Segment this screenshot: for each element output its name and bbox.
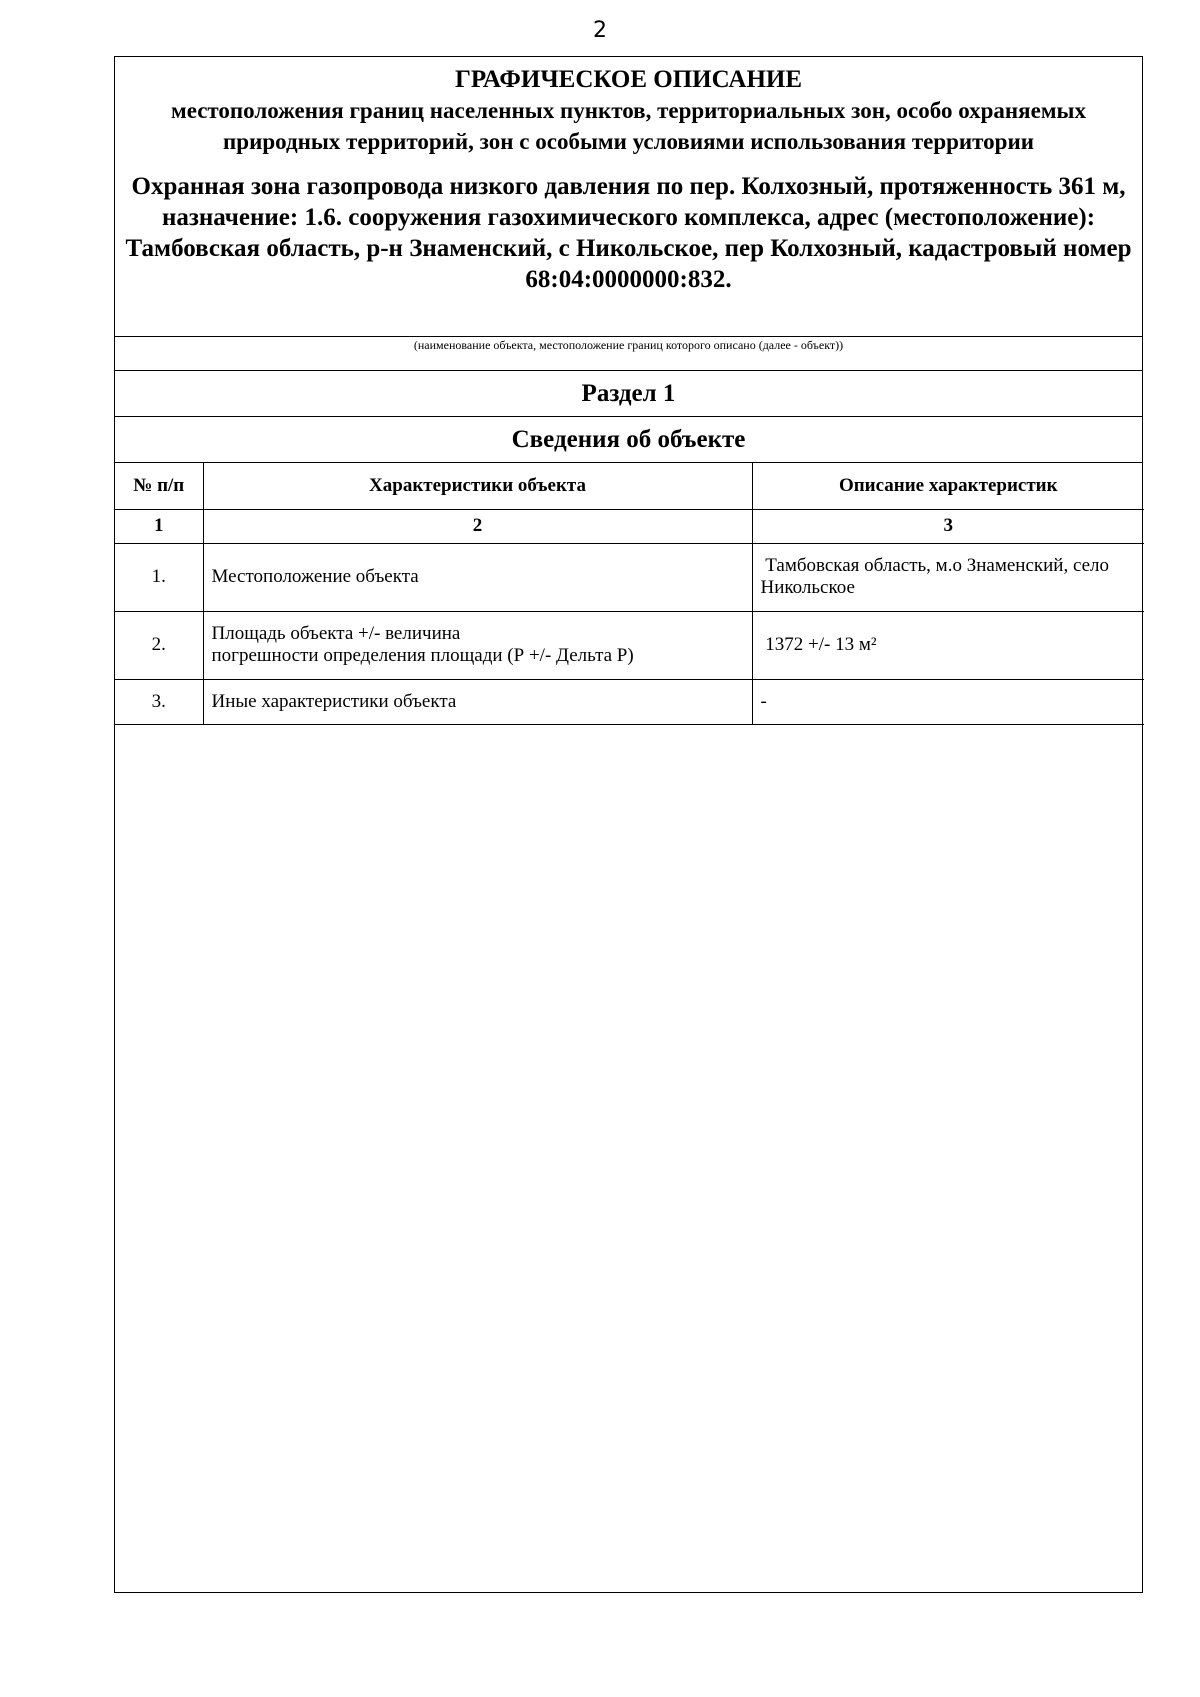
object-info-table — [115, 463, 1144, 725]
object-name-caption: (наименование объекта, местоположение границ которого описано (далее - объект)) — [115, 337, 1142, 371]
row-description — [752, 543, 1144, 611]
row-number: 2. — [115, 611, 203, 679]
page-number: 2 — [593, 18, 607, 43]
cell-line: Иные характеристики объекта — [211, 690, 457, 712]
column-number: 2 — [203, 509, 752, 543]
column-header-number: № п/п — [115, 463, 203, 509]
table-row — [115, 679, 1144, 724]
section-label: Раздел 1 — [115, 371, 1142, 417]
cell-line: Площадь объекта +/- величина — [211, 623, 461, 644]
document-title: ГРАФИЧЕСКОЕ ОПИСАНИЕ — [454, 66, 803, 93]
table-header-row — [115, 463, 1144, 509]
row-characteristic — [203, 611, 752, 679]
column-number: 3 — [752, 509, 1144, 543]
table-row — [115, 543, 1144, 611]
cell-line: погрешности определения площади (Р +/- Дельта Р) — [211, 645, 634, 666]
cell-line: 1372 +/- 13 м² — [760, 634, 877, 655]
row-number: 1. — [115, 543, 203, 611]
row-number: 3. — [115, 679, 203, 724]
row-description — [752, 679, 1144, 724]
column-header-characteristic: Характеристики объекта — [203, 463, 752, 509]
column-number-row — [115, 509, 1144, 543]
row-characteristic — [203, 679, 752, 724]
object-name: Охранная зона газопровода низкого давления по пер. Колхозный, протяженность 361 м, назначение: 1.6. сооружения газохимического комплекса, адрес (местоположение): Тамбовская область, р-н Знаменский, с Никольское, пер Колхозный, кадастровый номер 68:04:0000000:832. — [125, 173, 1132, 293]
cell-line: Тамбовская область, м.о Знаменский, село — [760, 555, 1110, 576]
cell-line: Никольское — [760, 577, 855, 598]
cell-line: - — [760, 690, 767, 712]
document-subtitle: местоположения границ населенных пунктов, территориальных зон, особо охраняемых природных территорий, зон с особыми условиями использования территории — [171, 98, 1086, 154]
column-number: 1 — [115, 509, 203, 543]
document-frame — [114, 56, 1143, 1593]
cell-line: Местоположение объекта — [211, 566, 419, 587]
section-title: Сведения об объекте — [115, 417, 1142, 463]
row-description — [752, 611, 1144, 679]
document-header — [115, 57, 1142, 337]
row-characteristic — [203, 543, 752, 611]
column-header-description: Описание характеристик — [752, 463, 1144, 509]
table-row — [115, 611, 1144, 679]
